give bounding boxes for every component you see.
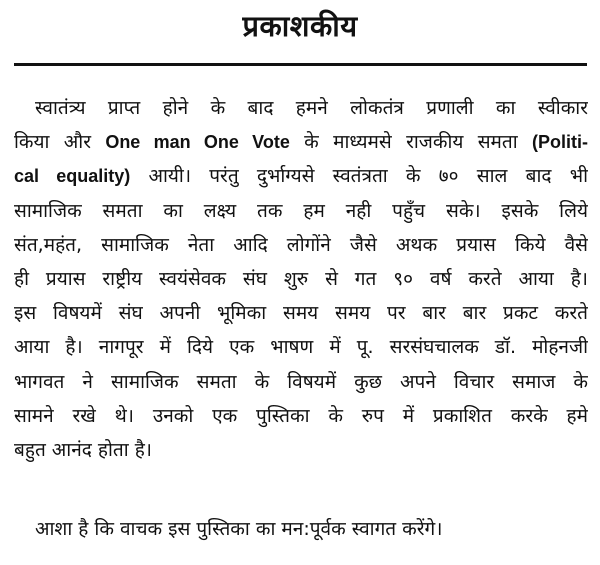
- line-text: इस विषयमें संघ अपनी भूमिका समय समय पर बार बार प्रकट करते: [14, 302, 588, 325]
- line-text: भागवत ने सामाजिक समता के विषयमें कुछ अपने विचार समाज के: [14, 370, 588, 393]
- page-title: प्रकाशकीय: [242, 9, 358, 43]
- text-line: [14, 262, 588, 296]
- closing-line: आशा है कि वाचक इस पुस्तिका का मन:पूर्वक स्वागत करेंगे।: [35, 518, 443, 540]
- text-line: [14, 330, 588, 364]
- body-paragraph: [14, 91, 588, 467]
- text-line: [14, 125, 588, 159]
- line-text: बहुत आनंद होता है।: [14, 438, 152, 461]
- english-phrase: cal equality): [14, 166, 131, 187]
- text-line: [14, 91, 588, 125]
- text-line: [14, 365, 588, 399]
- line-text: संत,महंत, सामाजिक नेता आदि लोगोंने जैसे अथक प्रयास किये वैसे: [14, 233, 588, 256]
- line-text: किया और: [14, 131, 106, 154]
- text-line: [14, 228, 588, 262]
- line-text: स्वातंत्र्य प्राप्त होने के बाद हमने लोकतंत्र प्रणाली का स्वीकार: [35, 97, 588, 119]
- text-line: [14, 194, 588, 228]
- text-line: [14, 399, 588, 433]
- english-phrase: (Politi-: [532, 132, 588, 153]
- text-line: [14, 296, 588, 330]
- title-divider: [14, 63, 587, 66]
- line-text: सामाजिक समता का लक्ष्य तक हम नही पहुँच सके। इसके लिये: [14, 199, 588, 222]
- text-line: [14, 159, 588, 193]
- line-text: सामने रखे थे। उनको एक पुस्तिका के रुप में प्रकाशित करके हमे: [14, 404, 588, 427]
- text-line: [14, 433, 588, 467]
- line-text: आया है। नागपूर में दिये एक भाषण में पू. सरसंघचालक डॉ. मोहनजी: [14, 336, 588, 359]
- english-phrase: One man One Vote: [105, 132, 290, 153]
- line-text: आयी। परंतु दुर्भाग्यसे स्वतंत्रता के ७० साल बाद भी: [130, 165, 588, 188]
- line-text: ही प्रयास राष्ट्रीय स्वयंसेवक संघ शुरु से गत ९० वर्ष करते आया है।: [14, 267, 588, 290]
- line-text: के माध्यमसे राजकीय समता: [289, 131, 532, 154]
